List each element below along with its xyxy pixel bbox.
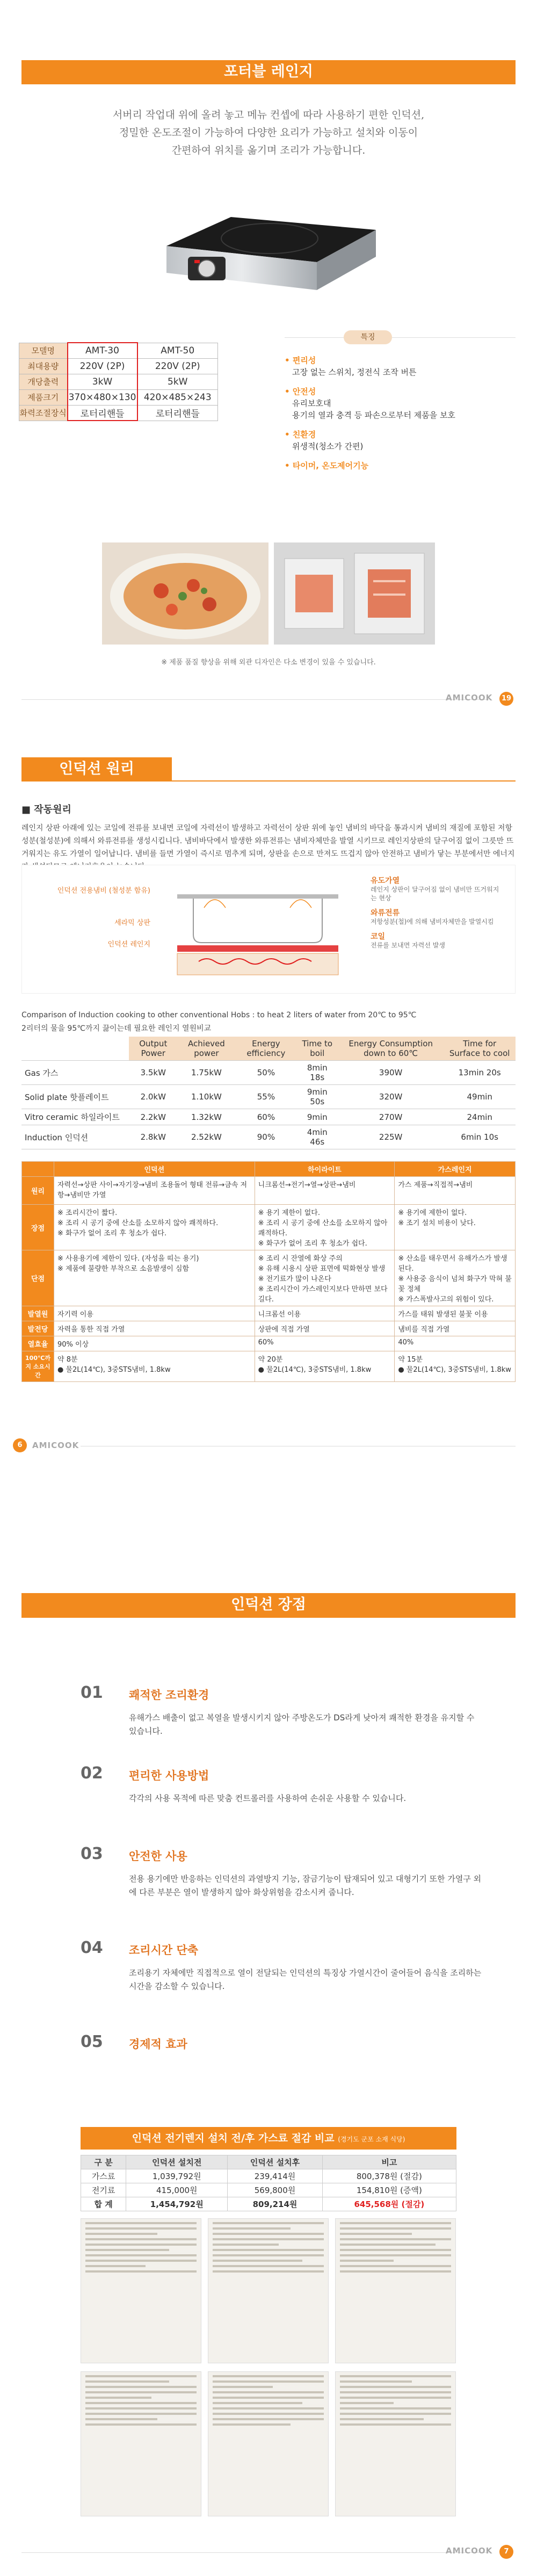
feature-body: 위생적(청소가 간편) xyxy=(292,442,364,451)
cost-cell: 가스료 xyxy=(81,2169,126,2183)
spec-row xyxy=(19,358,218,374)
compare-cell: Solid plate 핫플레이트 xyxy=(21,1085,129,1109)
advantage-number: 03 xyxy=(81,1844,103,1863)
compare-cell: Gas 가스 xyxy=(21,1061,129,1085)
big-cell: 약 15분 ● 물2L(14℃), 3중STS냄비, 1.8kw xyxy=(395,1351,516,1382)
big-row xyxy=(22,1321,516,1336)
advantage-text: 유해가스 배출이 없고 복열을 발생시키지 않아 주방온도가 DS라게 낮아져 쾌적한 환경을 유지할 수 있습니다. xyxy=(129,1713,475,1736)
note-body: 저항성분(철)에 의해 냄비자체만을 발열시킴 xyxy=(371,918,494,925)
big-cell: ※ 용기에 제한이 없다. ※ 조기 설치 비용이 낮다. xyxy=(395,1205,516,1250)
section2-page-number: 6 xyxy=(13,1438,27,1452)
compare-cell: 1.75kW xyxy=(178,1061,236,1085)
cooker-comparison-table xyxy=(21,1161,516,1382)
section1-brand-logo: AMICOOK xyxy=(446,693,493,703)
cost-row xyxy=(81,2169,456,2183)
section2-sub-title: ■ 작동원리 xyxy=(21,804,71,815)
note-head: 와류전류 xyxy=(371,909,400,917)
big-cell: 60% xyxy=(255,1336,395,1351)
spec-row xyxy=(19,374,218,389)
advantage-number: 04 xyxy=(81,1938,103,1957)
big-row-label: 단점 xyxy=(22,1250,54,1306)
spec-value: AMT-50 xyxy=(137,343,218,358)
compare-cell: 60% xyxy=(235,1109,296,1125)
big-cell: 가스를 태워 발생된 불꽃 이용 xyxy=(395,1306,516,1321)
big-header: 하이라이트 xyxy=(255,1162,395,1177)
section1-page-number: 19 xyxy=(499,692,513,706)
photo-caption: ※ 제품 품질 향상을 위해 외관 디자인은 다소 변경이 있을 수 있습니다. xyxy=(161,659,376,667)
cost-cell: 415,000원 xyxy=(126,2183,228,2197)
big-cell: 자력을 통한 직접 가열 xyxy=(54,1321,255,1336)
compare-cell: Induction 인덕션 xyxy=(21,1125,129,1149)
compare-cell: 49min xyxy=(444,1085,516,1109)
compare-cell: 390W xyxy=(338,1061,444,1085)
spec-label: 제품크기 xyxy=(19,389,68,405)
bill-image xyxy=(335,2218,456,2363)
big-row xyxy=(22,1306,516,1321)
compare-cell: 13min 20s xyxy=(444,1061,516,1085)
spec-value: 5kW xyxy=(137,374,218,389)
section2-brand-logo: AMICOOK xyxy=(32,1441,79,1450)
big-cell: ※ 사용용기에 제한이 있다. (자성을 띠는 용기) ※ 제품에 불량한 부착으로 소음발생이 심함 xyxy=(54,1250,255,1306)
big-cell: ※ 산소를 태우면서 유해가스가 발생된다. ※ 사용중 음식이 넘쳐 화구가 막혀 불꽃 정체 ※ 가스폭발사고의 위험이 있다. xyxy=(395,1250,516,1306)
advantage-number: 02 xyxy=(81,1764,103,1783)
compare-cell: 9min xyxy=(297,1109,338,1125)
compare-cell: 320W xyxy=(338,1085,444,1109)
spec-row xyxy=(19,389,218,405)
big-cell: 약 8분 ● 물2L(14℃), 3중STS냄비, 1.8kw xyxy=(54,1351,255,1382)
section1-title-bar: 포터블 레인지 xyxy=(21,60,516,84)
spec-value: 220V (2P) xyxy=(137,358,218,374)
big-header xyxy=(22,1162,54,1177)
advantage-item xyxy=(81,1938,494,2036)
big-cell: 니크롬선→전기→열→상판→냄비 xyxy=(255,1177,395,1205)
desc-line-3: 간편하여 위치를 옮기며 조리가 가능합니다. xyxy=(171,144,366,156)
spec-label: 모델명 xyxy=(19,343,68,358)
section2-title-bar: 인덕션 원리 xyxy=(21,757,172,781)
compare-cell: 3.5kW xyxy=(129,1061,178,1085)
compare-header-row xyxy=(21,1037,516,1061)
big-cell: 자력선→상판 사이→자기장→냄비 조용돌어 형태 전류→금속 저항→냄비만 가열 xyxy=(54,1177,255,1205)
spec-value: AMT-30 xyxy=(68,343,137,358)
advantage-text: 조리용기 자체에만 직접적으로 열이 전달되는 인덕션의 특징상 가열시간이 줄어들어 음식을 조리하는 시간을 감소할 수 있습니다. xyxy=(129,1968,482,1991)
big-cell: 40% xyxy=(395,1336,516,1351)
features-line xyxy=(392,337,516,338)
big-header: 인덕션 xyxy=(54,1162,255,1177)
bill-image xyxy=(81,2218,201,2363)
diagram-right-labels xyxy=(371,877,499,950)
compare-header: Achieved power xyxy=(178,1037,236,1061)
cost-cell: 1,454,792원 xyxy=(126,2197,228,2211)
compare-row xyxy=(21,1109,516,1125)
big-row-label: 장점 xyxy=(22,1205,54,1250)
advantage-item xyxy=(81,1683,494,1767)
bill-image xyxy=(208,2218,329,2363)
spec-row xyxy=(19,405,218,421)
compare-title-en: Comparison of Induction cooking to other conventional Hobs : to heat 2 liters of water from 20℃ to 95℃ xyxy=(21,1011,417,1019)
compare-cell: 50% xyxy=(235,1061,296,1085)
compare-cell: 2.0kW xyxy=(129,1085,178,1109)
compare-cell: 8min 18s xyxy=(297,1061,338,1085)
cost-cell: 809,214원 xyxy=(228,2197,322,2211)
cost-cell: 800,378원 (절감) xyxy=(322,2169,456,2183)
big-row xyxy=(22,1336,516,1351)
spec-value: 370×480×130 xyxy=(68,389,137,405)
advantage-text: 각각의 사용 목적에 따른 맞춤 컨트롤러를 사용하여 손쉬운 사용할 수 있습니다. xyxy=(129,1793,407,1803)
bill-image xyxy=(208,2371,329,2516)
compare-header: Energy efficiency xyxy=(235,1037,296,1061)
feature-item: • 친환경 위생적(청소가 간편) xyxy=(285,429,510,452)
spec-value: 로터리핸들 xyxy=(137,405,218,421)
compare-cell: 270W xyxy=(338,1109,444,1125)
feature-head: 편리성 xyxy=(292,356,316,365)
label-ceramic: 세라믹 상판 xyxy=(114,919,150,927)
compare-cell: Vitro ceramic 하일라이트 xyxy=(21,1109,129,1125)
big-row-label: 100℃까지 소요시간 xyxy=(22,1351,54,1382)
compare-cell: 6min 10s xyxy=(444,1125,516,1149)
compare-cell: 2.52kW xyxy=(178,1125,236,1149)
spec-label: 최대용량 xyxy=(19,358,68,374)
big-row xyxy=(22,1250,516,1306)
cost-note: (경기도 군포 소재 식당) xyxy=(338,2136,405,2143)
advantage-list xyxy=(81,1683,494,2068)
cost-cell: 239,414원 xyxy=(228,2169,322,2183)
spec-table xyxy=(19,342,218,421)
big-cell: 냄비를 직접 가열 xyxy=(395,1321,516,1336)
bill-image xyxy=(335,2371,456,2516)
compare-cell: 24min xyxy=(444,1109,516,1125)
bill-image xyxy=(81,2371,201,2516)
compare-header xyxy=(21,1037,129,1061)
advantage-item xyxy=(81,2032,494,2068)
feature-head: 안전성 xyxy=(292,387,316,396)
diagram-note xyxy=(371,877,499,902)
cost-title: 인덕션 전기렌지 설치 전/후 가스료 절감 비교 xyxy=(132,2132,335,2144)
section1-description xyxy=(54,106,483,160)
cost-header: 인덕션 설치전 xyxy=(126,2155,228,2169)
cost-cell: 전기료 xyxy=(81,2183,126,2197)
diagram-note xyxy=(371,909,499,926)
big-row-label: 발열원 xyxy=(22,1306,54,1321)
note-head: 유도가열 xyxy=(371,877,400,885)
compare-cell: 55% xyxy=(235,1085,296,1109)
sub-title-text: 작동원리 xyxy=(34,804,71,815)
heat-comparison-table xyxy=(21,1037,516,1149)
compare-header: Output Power xyxy=(129,1037,178,1061)
compare-title-ko: 2리터의 물을 95℃까지 끓이는데 필요한 레인지 열원비교 xyxy=(21,1024,212,1033)
compare-cell: 1.10kW xyxy=(178,1085,236,1109)
advantage-title: 안전한 사용 xyxy=(129,1850,187,1863)
section3-title-bar: 인덕션 장점 xyxy=(21,1593,516,1617)
section3-footer-line xyxy=(21,2552,489,2553)
induction-diagram-art xyxy=(156,875,360,983)
compare-cell: 2.8kW xyxy=(129,1125,178,1149)
big-row-label: 발전당 xyxy=(22,1321,54,1336)
food-photo-salmon xyxy=(274,542,435,645)
spec-value: 3kW xyxy=(68,374,137,389)
compare-cell: 1.32kW xyxy=(178,1109,236,1125)
cost-header-row xyxy=(81,2155,456,2169)
cost-header: 구 분 xyxy=(81,2155,126,2169)
advantage-title: 편리한 사용방법 xyxy=(129,1769,209,1782)
feature-head: 타이머, 온도제어기능 xyxy=(292,461,369,471)
features-list xyxy=(285,354,510,472)
cost-cell: 1,039,792원 xyxy=(126,2169,228,2183)
feature-item: • 편리성 고장 없는 스위치, 정전식 조작 버튼 xyxy=(285,354,510,378)
spec-value: 420×485×243 xyxy=(137,389,218,405)
big-cell: 가스 제품→직접적→냄비 xyxy=(395,1177,516,1205)
compare-row xyxy=(21,1085,516,1109)
spec-row xyxy=(19,343,218,358)
big-cell: 니크롬선 이용 xyxy=(255,1306,395,1321)
advantage-number: 01 xyxy=(81,1683,103,1702)
advantage-title: 경제적 효과 xyxy=(129,2038,187,2051)
feature-body: 용기의 열과 충격 등 파손으로부터 제품을 보호 xyxy=(292,410,455,420)
induction-range-product-image xyxy=(156,171,381,298)
note-head: 코일 xyxy=(371,932,386,941)
label-range: 인덕션 레인지 xyxy=(107,940,150,949)
note-body: 전류를 보내면 자력선 발생 xyxy=(371,942,445,949)
big-header-row xyxy=(22,1162,516,1177)
big-row xyxy=(22,1177,516,1205)
desc-line-1: 서버리 작업대 위에 올려 놓고 메뉴 컨셉에 따라 사용하기 편한 인덕션, xyxy=(112,109,425,121)
diagram-note xyxy=(371,932,499,950)
section2-body: 레인지 상판 아래에 있는 코일에 전류를 보내면 코일에 자력선이 발생하고 자력선이 상판 위에 놓인 냄비의 바닥을 통과시켜 냄비의 재질에 포함된 저항성분(철성분)에 의해서 와류전류를 생성시킵니다. 냄비바닥에서 발생한 와류전류는 냄비자체만을 발열 시키므로 레인지상판의 달구어짐 없이 그릇만 뜨거워지는 유도 가열이 일어납니다. 냄비를 들면 가열이 즉시로 멈추게 되며, 상판을 손으로 만져도 뜨겁지 않아 안전하고 냄비가 닿는 부분에서만 에너지 xyxy=(21,824,515,858)
big-cell: ※ 조리 시 잔열에 화상 주의 ※ 유해 시용시 상판 표면에 떡화현상 발생 ※ 전기료가 많이 나온다 ※ 조리시간이 가스레인지보다 만하면 보다 길다. xyxy=(255,1250,395,1306)
advantage-number: 05 xyxy=(81,2032,103,2051)
spec-label: 개당출력 xyxy=(19,374,68,389)
cost-row xyxy=(81,2197,456,2211)
big-row xyxy=(22,1351,516,1382)
cost-cell: 569,800원 xyxy=(228,2183,322,2197)
feature-item: • 타이머, 온도제어기능 xyxy=(285,461,369,471)
big-row-label: 열효율 xyxy=(22,1336,54,1351)
feature-body: 유리보호대 xyxy=(292,399,331,408)
cost-header: 비고 xyxy=(322,2155,456,2169)
diagram-left-labels xyxy=(43,886,150,950)
advantage-item xyxy=(81,1764,494,1848)
cost-cell: 154,810원 (증액) xyxy=(322,2183,456,2197)
compare-header: Time to boil xyxy=(297,1037,338,1061)
spec-label: 화력조절장식 xyxy=(19,405,68,421)
advantage-item xyxy=(81,1844,494,1942)
cost-title-bar xyxy=(81,2127,456,2150)
spec-value: 로터리핸들 xyxy=(68,405,137,421)
feature-body: 고장 없는 스위치, 정전식 조작 버튼 xyxy=(292,367,417,377)
bill-images xyxy=(81,2218,456,2519)
big-row xyxy=(22,1205,516,1250)
compare-header: Time for Surface to cool xyxy=(444,1037,516,1061)
big-cell: 자기력 이용 xyxy=(54,1306,255,1321)
section3-title-line xyxy=(21,1617,516,1618)
big-cell: 상판에 직접 가열 xyxy=(255,1321,395,1336)
cost-table xyxy=(81,2155,456,2211)
big-cell: 90% 이상 xyxy=(54,1336,255,1351)
compare-cell: 9min 50s xyxy=(297,1085,338,1109)
section3-brand-logo: AMICOOK xyxy=(446,2546,493,2556)
cost-row xyxy=(81,2183,456,2197)
feature-item: • 안전성 유리보호대 용기의 열과 충격 등 파손으로부터 제품을 보호 xyxy=(285,386,510,421)
advantage-text: 전용 용기에만 반응하는 인덕션의 과열방지 기능, 잠금기능이 탑재되어 있고 대형기기 또한 가열구 외에 다른 부분은 열이 발생하지 않아 화상위험을 감소시켜 줍니다. xyxy=(129,1874,482,1897)
compare-row xyxy=(21,1061,516,1085)
spec-value: 220V (2P) xyxy=(68,358,137,374)
cost-cell: 645,568원 (절감) xyxy=(322,2197,456,2211)
big-header: 가스레인지 xyxy=(395,1162,516,1177)
compare-cell: 4min 46s xyxy=(297,1125,338,1149)
cost-cell: 합 계 xyxy=(81,2197,126,2211)
compare-header: Energy Consumption down to 60℃ xyxy=(338,1037,444,1061)
advantage-title: 쾌적한 조리환경 xyxy=(129,1689,209,1702)
note-body: 레인지 상판이 달구어짐 없이 냄비만 뜨거워지는 현상 xyxy=(371,886,499,902)
label-pot: 인덕션 전용냄비 (철성분 함유) xyxy=(57,887,150,895)
big-cell: ※ 용기 제한이 없다. ※ 조리 시 공기 중에 산소를 소모하지 않아 쾌적하다. ※ 화구가 없어 조리 후 청소가 쉽다. xyxy=(255,1205,395,1250)
food-photo-pasta xyxy=(102,542,268,645)
compare-cell: 2.2kW xyxy=(129,1109,178,1125)
features-line xyxy=(285,337,344,338)
desc-line-2: 정밀한 온도조절이 가능하여 다양한 요리가 가능하고 설치와 이동이 xyxy=(119,127,418,139)
big-cell: ※ 조리시간이 짧다. ※ 조리 시 공기 중에 산소를 소모하지 않아 쾌적하다. ※ 화구가 없어 조리 후 청소가 쉽다. xyxy=(54,1205,255,1250)
features-title: 특징 xyxy=(344,330,392,344)
section3-page-number: 7 xyxy=(499,2545,513,2559)
section1-footer-line xyxy=(21,699,489,700)
big-cell: 약 20분 ● 물2L(14℃), 3중STS냄비, 1.8kw xyxy=(255,1351,395,1382)
cost-header: 인덕션 설치후 xyxy=(228,2155,322,2169)
feature-head: 친환경 xyxy=(292,430,316,439)
compare-cell: 225W xyxy=(338,1125,444,1149)
compare-row xyxy=(21,1125,516,1149)
compare-cell: 90% xyxy=(235,1125,296,1149)
big-row-label: 원리 xyxy=(22,1177,54,1205)
advantage-title: 조리시간 단축 xyxy=(129,1944,199,1957)
